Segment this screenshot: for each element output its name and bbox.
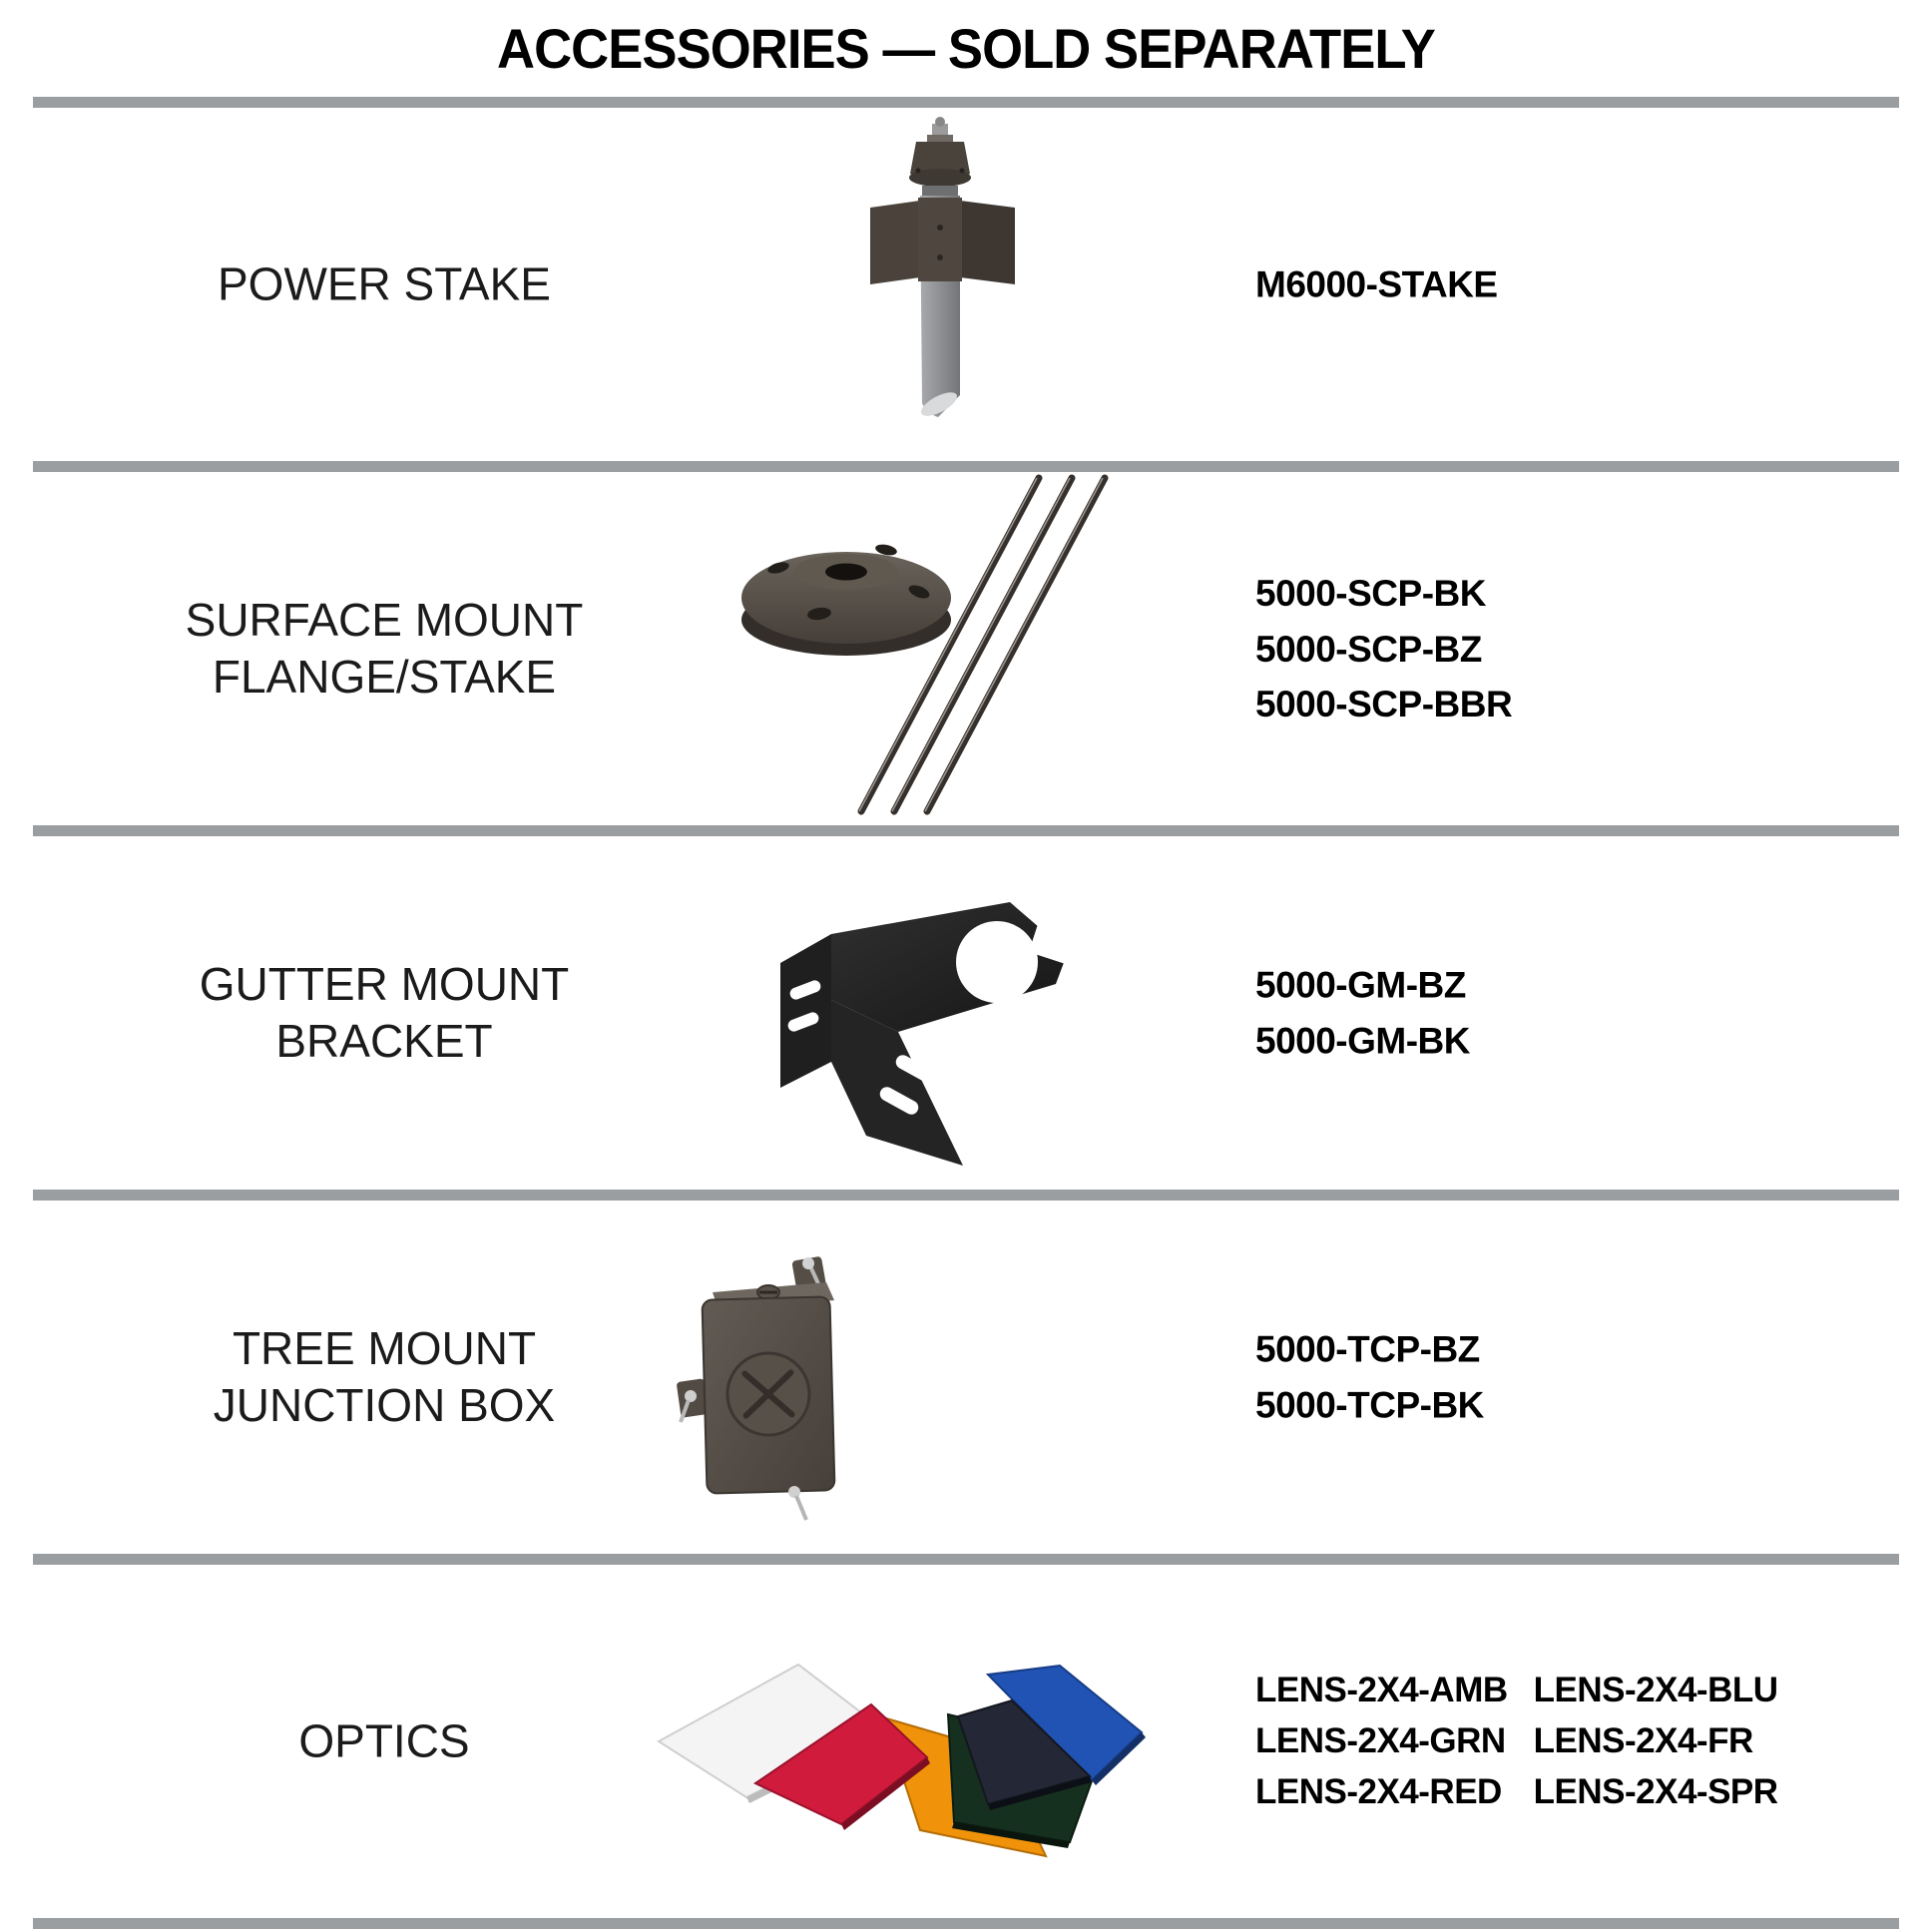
divider — [33, 825, 1899, 836]
bracket-arm — [831, 902, 1068, 1032]
sku-code: LENS-2X4-RED — [1255, 1771, 1502, 1811]
product-image — [599, 108, 1257, 461]
box-screw-head-top — [802, 1257, 814, 1269]
stake-wing-center — [918, 198, 962, 281]
product-name — [80, 1712, 689, 1769]
product-image — [599, 836, 1257, 1190]
sku-code: 5000-SCP-BZ — [1255, 628, 1482, 670]
divider — [33, 1918, 1899, 1929]
box-front — [702, 1296, 834, 1493]
cap-screw-right — [960, 169, 965, 174]
sku-code: 5000-GM-BK — [1255, 1020, 1470, 1061]
sku-code: 5000-SCP-BBR — [1255, 683, 1513, 724]
accessory-row-power-stake — [0, 108, 1932, 461]
divider — [33, 1554, 1899, 1565]
product-name-line: JUNCTION BOX — [213, 1379, 556, 1431]
accessory-row-optics — [0, 1565, 1932, 1918]
product-name-line: GUTTER MOUNT — [199, 957, 570, 1010]
product-name — [80, 956, 689, 1070]
sku-code: 5000-TCP-BK — [1255, 1384, 1484, 1425]
sku-column — [1534, 1666, 1778, 1817]
product-name — [80, 255, 689, 312]
accessory-row-tree-mount-junction-box — [0, 1201, 1932, 1554]
sku-code: LENS-2X4-FR — [1533, 1720, 1753, 1760]
bracket-left-flange — [780, 934, 831, 1088]
product-name-line: BRACKET — [275, 1015, 493, 1067]
sku-code: LENS-2X4-GRN — [1255, 1720, 1506, 1760]
sku-code: LENS-2X4-SPR — [1533, 1771, 1778, 1811]
wing-hole-bottom — [937, 254, 943, 260]
sku-code: M6000-STAKE — [1255, 263, 1498, 305]
stake-top-screw — [935, 117, 945, 127]
sku-list — [1255, 1322, 1902, 1433]
divider — [33, 461, 1899, 472]
junction-box-photo — [599, 1201, 1257, 1554]
product-name-line: POWER STAKE — [218, 257, 551, 310]
title-block — [0, 0, 1932, 97]
sku-code: LENS-2X4-AMB — [1255, 1670, 1508, 1709]
product-name-line: SURFACE MOUNT — [185, 593, 584, 646]
cap-screw-left — [916, 169, 921, 174]
sku-code: 5000-SCP-BK — [1255, 572, 1486, 614]
accessory-table — [0, 108, 1932, 1929]
product-name — [80, 1320, 689, 1434]
gutter-bracket-photo — [599, 836, 1257, 1190]
product-image — [599, 472, 1257, 825]
sku-code: 5000-GM-BZ — [1255, 964, 1466, 1006]
stake-cap-ring — [927, 135, 953, 143]
accessory-row-surface-mount-flange-stake — [0, 472, 1932, 825]
product-name-line: TREE MOUNT — [232, 1321, 537, 1374]
sku-list — [1255, 958, 1902, 1069]
sku-list — [1255, 256, 1902, 312]
power-stake-photo — [599, 108, 1257, 461]
sku-column — [1255, 1322, 1484, 1433]
product-image — [599, 1201, 1257, 1554]
lens-fan-photo — [599, 1565, 1257, 1918]
sku-list — [1255, 1666, 1902, 1817]
sku-list — [1255, 566, 1902, 732]
sku-code: 5000-TCP-BZ — [1255, 1328, 1480, 1370]
wing-hole-top — [937, 225, 943, 231]
sku-column — [1255, 566, 1512, 732]
product-name — [80, 592, 689, 706]
sku-column — [1255, 256, 1498, 312]
page-title: ACCESSORIES — SOLD SEPARATELY — [497, 17, 1435, 80]
product-image — [599, 1565, 1257, 1918]
divider — [33, 1190, 1899, 1201]
divider — [33, 97, 1899, 108]
sku-column — [1255, 1666, 1508, 1817]
product-name-line: FLANGE/STAKE — [212, 651, 557, 703]
product-name-line: OPTICS — [298, 1714, 470, 1767]
surface-flange-photo — [599, 472, 1257, 825]
stake-wing-right — [960, 201, 1015, 284]
flange-center-hole — [825, 564, 867, 581]
accessory-row-gutter-mount-bracket — [0, 836, 1932, 1190]
sku-code: LENS-2X4-BLU — [1533, 1670, 1778, 1709]
stake-wing-left — [870, 201, 920, 284]
sku-column — [1255, 958, 1470, 1069]
box-screw-bottom — [796, 1496, 806, 1520]
